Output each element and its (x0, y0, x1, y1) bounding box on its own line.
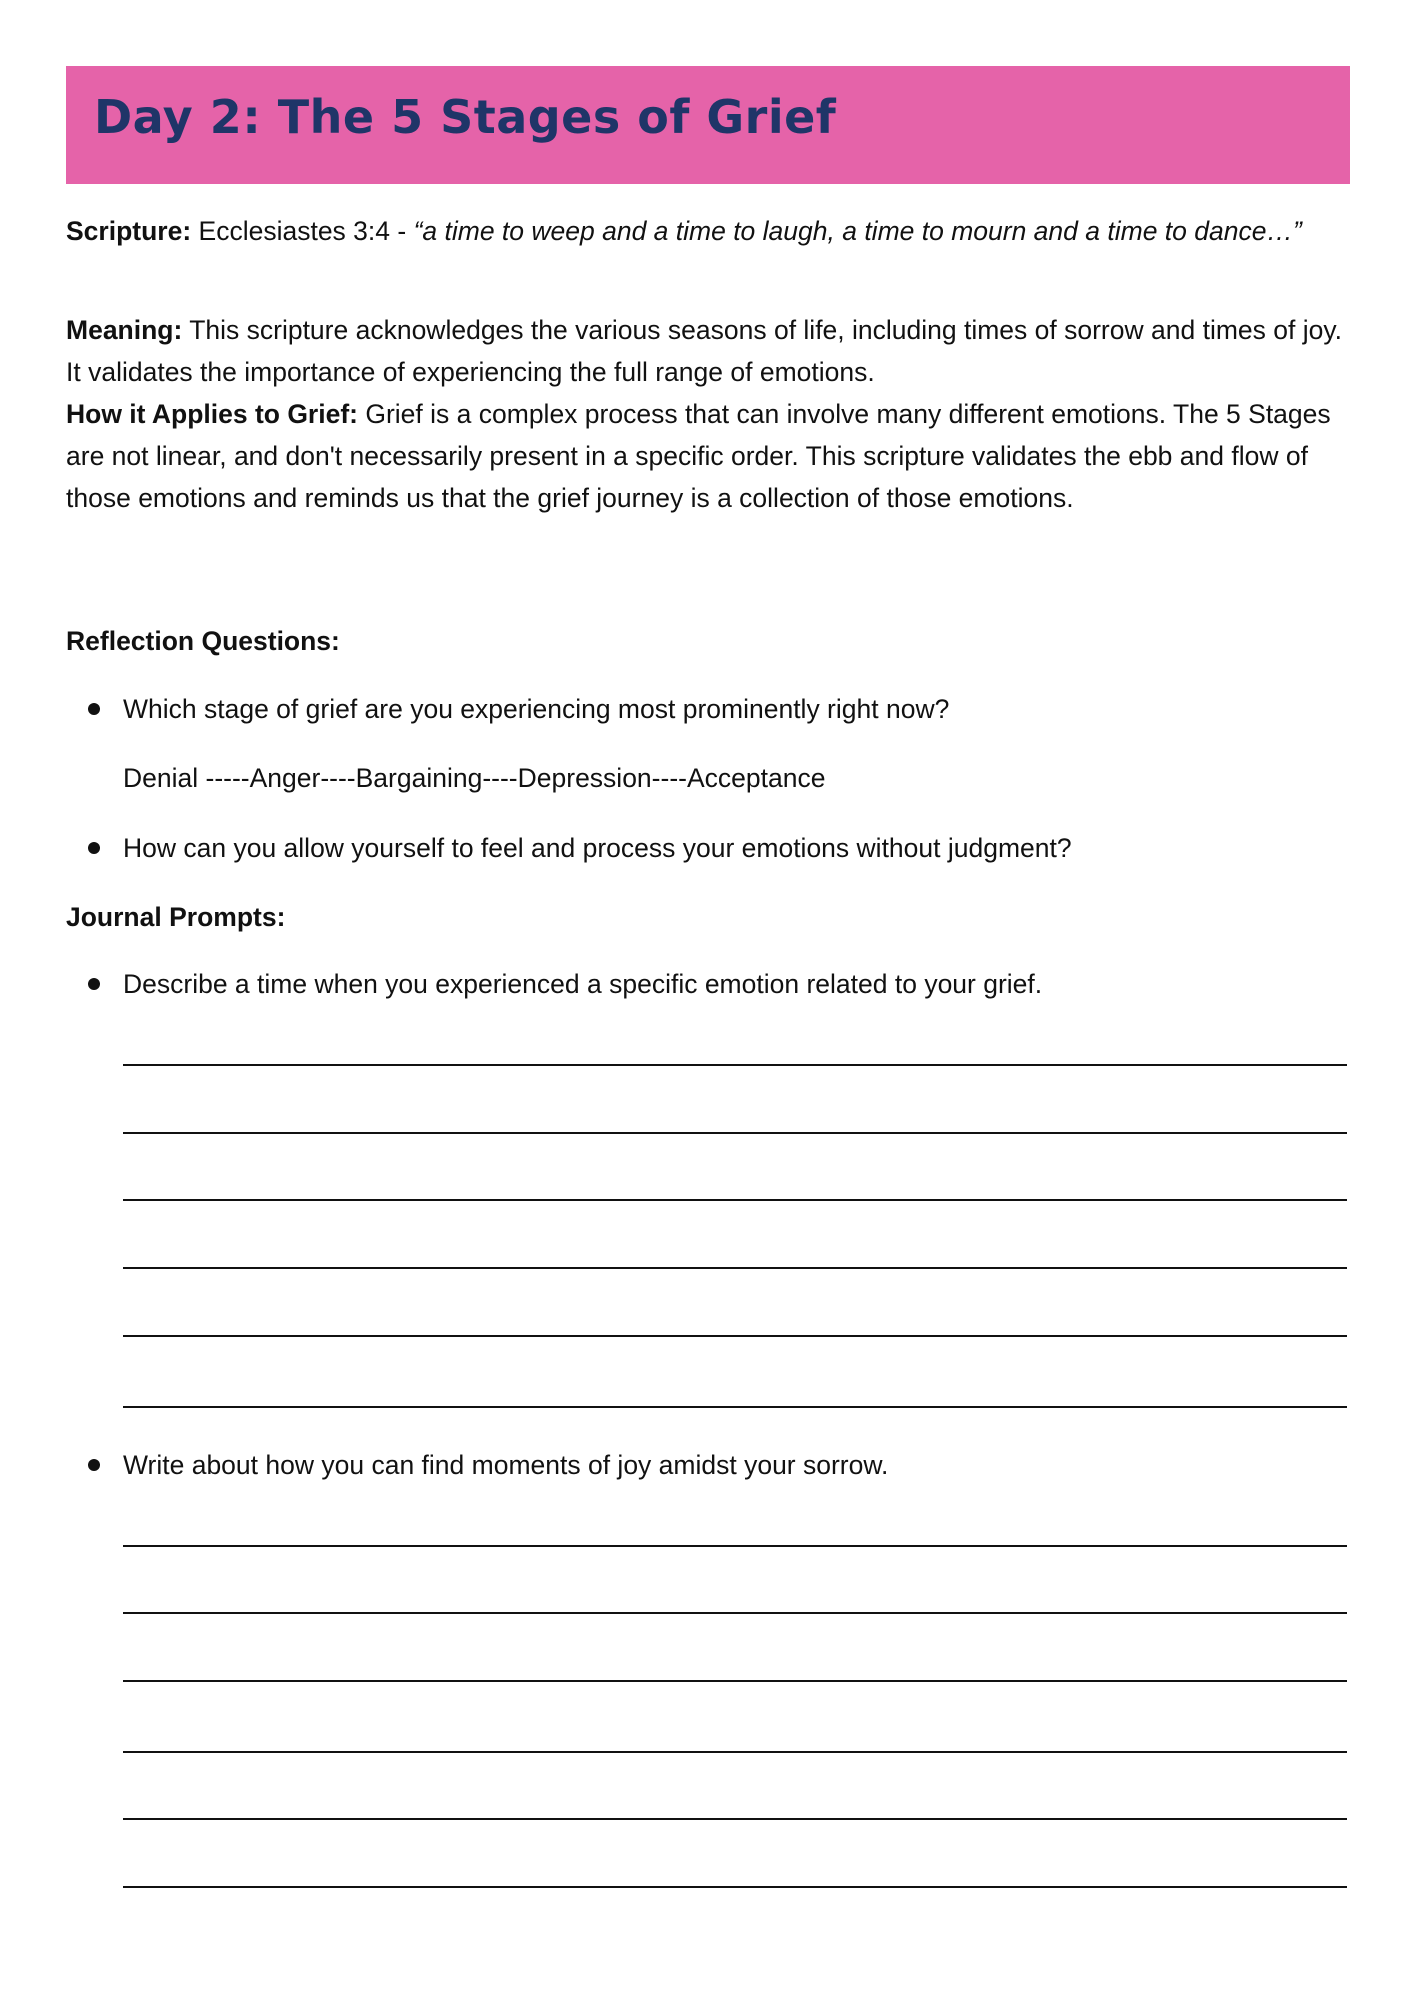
writing-line[interactable] (123, 1886, 1347, 1888)
applies-text: Grief is a complex process that can involve many different emotions. The 5 Stages are not linear, and don't necessarily present in a specific order. This scripture validates the ebb and flow of those emotions and reminds us that the grief journey is a collection of those emotions. (66, 399, 1331, 513)
page-title: Day 2: The 5 Stages of Grief (94, 90, 837, 144)
reflection-heading: Reflection Questions: (66, 626, 340, 656)
writing-line[interactable] (123, 1680, 1347, 1682)
journal-prompt: Describe a time when you experienced a specific emotion related to your grief. (123, 969, 1043, 999)
writing-line[interactable] (123, 1612, 1347, 1614)
scripture-reference: Ecclesiastes 3:4 - (191, 216, 414, 246)
scripture-quote: “a time to weep and a time to laugh, a time to mourn and a time to dance…” (413, 216, 1302, 246)
reflection-question: Which stage of grief are you experiencing most prominently right now? (123, 694, 950, 724)
journal-prompt: Write about how you can find moments of joy amidst your sorrow. (123, 1450, 889, 1480)
writing-line[interactable] (123, 1132, 1347, 1134)
grief-stages-line: Denial -----Anger----Bargaining----Depression----Acceptance (123, 763, 826, 793)
title-banner (66, 66, 1350, 184)
bullet-icon (88, 842, 100, 854)
writing-line[interactable] (123, 1064, 1347, 1066)
meaning-text: This scripture acknowledges the various seasons of life, including times of sorrow and times of joy. It validates the importance of experiencing the full range of emotions. (66, 315, 1342, 387)
applies-paragraph (66, 393, 1356, 519)
writing-line[interactable] (123, 1818, 1347, 1820)
meaning-label: Meaning: (66, 315, 183, 345)
scripture-paragraph (66, 210, 1356, 252)
writing-line[interactable] (123, 1545, 1347, 1547)
journal-heading: Journal Prompts: (66, 902, 286, 932)
scripture-label: Scripture: (66, 216, 192, 246)
writing-line[interactable] (123, 1267, 1347, 1269)
writing-line[interactable] (123, 1199, 1347, 1201)
reflection-question: How can you allow yourself to feel and process your emotions without judgment? (123, 833, 1072, 863)
bullet-icon (88, 978, 100, 990)
writing-line[interactable] (123, 1335, 1347, 1337)
writing-line[interactable] (123, 1406, 1347, 1408)
bullet-icon (88, 703, 100, 715)
writing-line[interactable] (123, 1751, 1347, 1753)
applies-label: How it Applies to Grief: (66, 399, 358, 429)
bullet-icon (88, 1459, 100, 1471)
meaning-paragraph (66, 309, 1356, 393)
